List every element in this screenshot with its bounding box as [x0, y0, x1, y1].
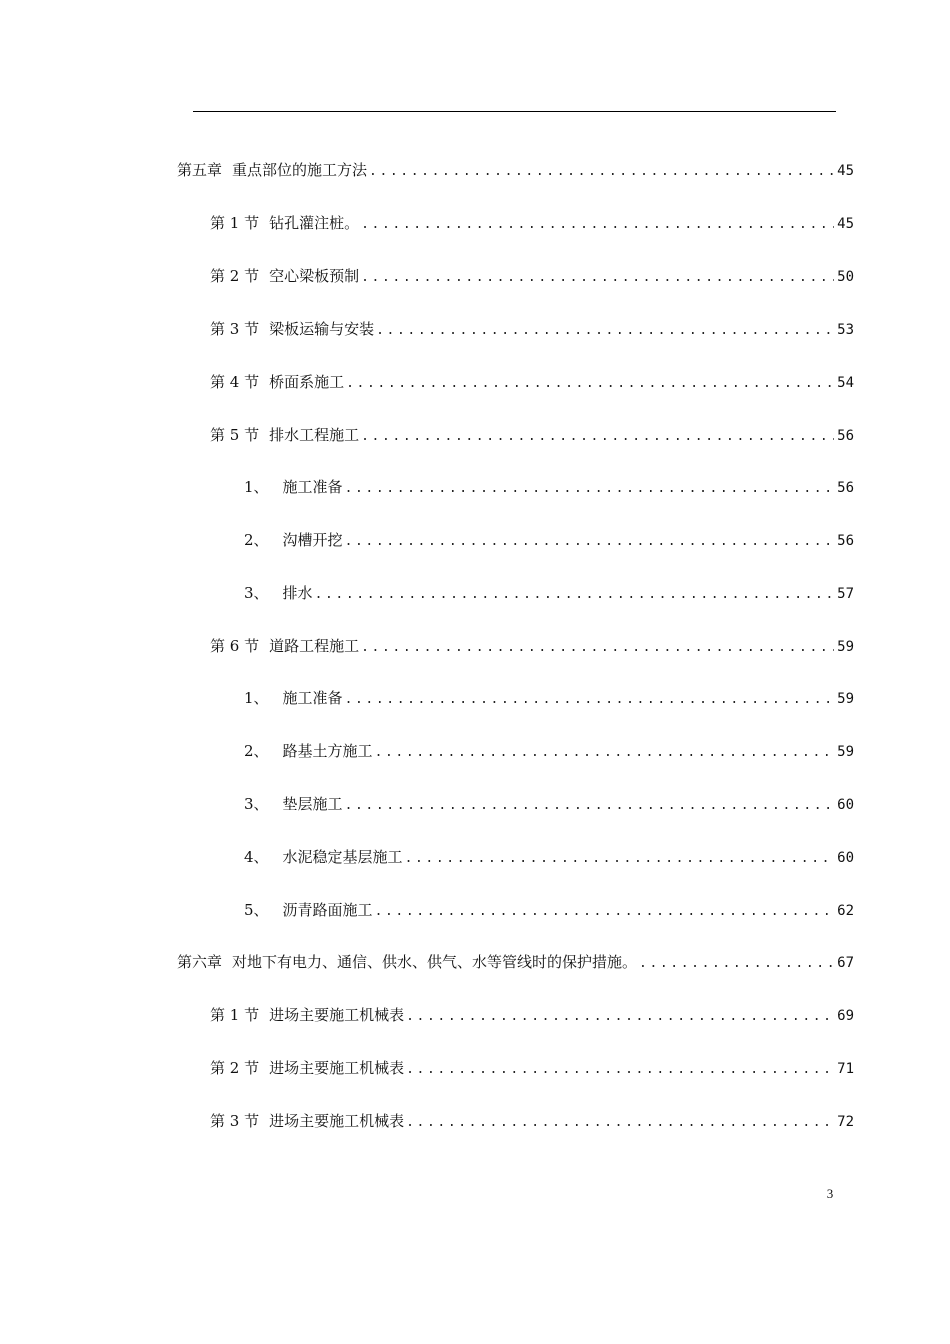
toc-entry-chapter-5[interactable] — [177, 158, 854, 182]
toc-entry-page: 60 — [837, 797, 854, 813]
toc-entry-page: 67 — [837, 955, 854, 971]
toc-entry-number: 第 5 节 — [210, 426, 260, 444]
toc-leader-dots — [345, 688, 834, 712]
toc-entry-page: 59 — [837, 639, 854, 655]
toc-entry-title: 施工准备 — [282, 689, 343, 707]
toc-entry-title: 进场主要施工机械表 — [269, 1112, 405, 1130]
toc-leader-dots — [361, 266, 834, 290]
toc-entry-page: 54 — [837, 375, 854, 391]
toc-entry-section[interactable] — [210, 1109, 854, 1133]
toc-entry-title: 路基土方施工 — [282, 742, 373, 760]
toc-entry-title: 进场主要施工机械表 — [269, 1059, 405, 1077]
toc-entry-title: 排水工程施工 — [269, 426, 360, 444]
toc-entry-number: 3、 — [244, 584, 269, 602]
toc-entry-number: 第 1 节 — [210, 214, 260, 232]
toc-entry-number: 4、 — [244, 848, 269, 866]
toc-leader-dots — [405, 847, 834, 871]
toc-entry-page: 56 — [837, 480, 854, 496]
toc-entry-subsection[interactable] — [244, 898, 854, 922]
toc-entry-number: 3、 — [244, 795, 269, 813]
toc-entry-number: 第 2 节 — [210, 267, 260, 285]
toc-entry-number: 2、 — [244, 742, 269, 760]
toc-entry-title: 沥青路面施工 — [282, 901, 373, 919]
toc-leader-dots — [361, 425, 834, 449]
page-number: 3 — [826, 1186, 834, 1201]
toc-entry-page: 56 — [837, 428, 854, 444]
toc-leader-dots — [639, 952, 834, 976]
toc-entry-section[interactable] — [210, 211, 854, 235]
toc-entry-title: 对地下有电力、通信、供水、供气、水等管线时的保护措施。 — [232, 953, 638, 971]
toc-entry-number: 1、 — [244, 689, 269, 707]
toc-entry-page: 45 — [837, 163, 854, 179]
toc-entry-page: 59 — [837, 691, 854, 707]
toc-leader-dots — [406, 1005, 834, 1029]
toc-entry-title: 钻孔灌注桩。 — [269, 214, 360, 232]
toc-entry-section[interactable] — [210, 634, 854, 658]
toc-leader-dots — [369, 160, 834, 184]
toc-entry-number: 第 4 节 — [210, 373, 260, 391]
toc-entry-number: 1、 — [244, 478, 269, 496]
toc-entry-number: 2、 — [244, 531, 269, 549]
toc-entry-section[interactable] — [210, 264, 854, 288]
toc-entry-page: 45 — [837, 216, 854, 232]
toc-leader-dots — [375, 741, 834, 765]
toc-leader-dots — [345, 530, 834, 554]
toc-entry-page: 56 — [837, 533, 854, 549]
toc-leader-dots — [345, 794, 834, 818]
toc-entry-title: 沟槽开挖 — [282, 531, 343, 549]
toc-entry-page: 62 — [837, 903, 854, 919]
toc-entry-section[interactable] — [210, 317, 854, 341]
toc-leader-dots — [406, 1058, 834, 1082]
toc-entry-number: 第六章 — [177, 953, 223, 971]
toc-leader-dots — [361, 636, 834, 660]
toc-entry-number: 第五章 — [177, 161, 223, 179]
toc-entry-page: 60 — [837, 850, 854, 866]
toc-entry-number: 第 1 节 — [210, 1006, 260, 1024]
toc-entry-section[interactable] — [210, 423, 854, 447]
toc-entry-chapter-6[interactable] — [177, 950, 854, 974]
toc-entry-subsection[interactable] — [244, 581, 854, 605]
toc-entry-page: 59 — [837, 744, 854, 760]
toc-entry-title: 重点部位的施工方法 — [232, 161, 368, 179]
toc-leader-dots — [376, 319, 834, 343]
toc-leader-dots — [345, 477, 834, 501]
toc-entry-number: 第 3 节 — [210, 1112, 260, 1130]
toc-leader-dots — [375, 900, 834, 924]
toc-entry-page: 53 — [837, 322, 854, 338]
toc-entry-title: 梁板运输与安装 — [269, 320, 375, 338]
toc-entry-subsection[interactable] — [244, 528, 854, 552]
toc-entry-title: 施工准备 — [282, 478, 343, 496]
toc-entry-subsection[interactable] — [244, 792, 854, 816]
toc-entry-title: 水泥稳定基层施工 — [282, 848, 403, 866]
toc-entry-subsection[interactable] — [244, 739, 854, 763]
toc-leader-dots — [346, 372, 834, 396]
toc-entry-section[interactable] — [210, 1003, 854, 1027]
toc-entry-subsection[interactable] — [244, 686, 854, 710]
toc-entry-page: 50 — [837, 269, 854, 285]
toc-entry-title: 道路工程施工 — [269, 637, 360, 655]
toc-entry-title: 空心梁板预制 — [269, 267, 360, 285]
toc-entry-title: 垫层施工 — [282, 795, 343, 813]
toc-entry-subsection[interactable] — [244, 475, 854, 499]
toc-entry-page: 71 — [837, 1061, 854, 1077]
toc-entry-title: 排水 — [282, 584, 313, 602]
toc-entry-title: 进场主要施工机械表 — [269, 1006, 405, 1024]
toc-entry-number: 第 2 节 — [210, 1059, 260, 1077]
toc-leader-dots — [361, 213, 834, 237]
toc-leader-dots — [406, 1111, 834, 1135]
toc-entry-number: 5、 — [244, 901, 269, 919]
toc-entry-number: 第 3 节 — [210, 320, 260, 338]
toc-leader-dots — [315, 583, 834, 607]
toc-entry-page: 69 — [837, 1008, 854, 1024]
toc-entry-subsection[interactable] — [244, 845, 854, 869]
toc-entry-number: 第 6 节 — [210, 637, 260, 655]
toc-entry-section[interactable] — [210, 1056, 854, 1080]
toc-entry-title: 桥面系施工 — [269, 373, 345, 391]
toc-entry-section[interactable] — [210, 370, 854, 394]
toc-entry-page: 57 — [837, 586, 854, 602]
toc-entry-page: 72 — [837, 1114, 854, 1130]
